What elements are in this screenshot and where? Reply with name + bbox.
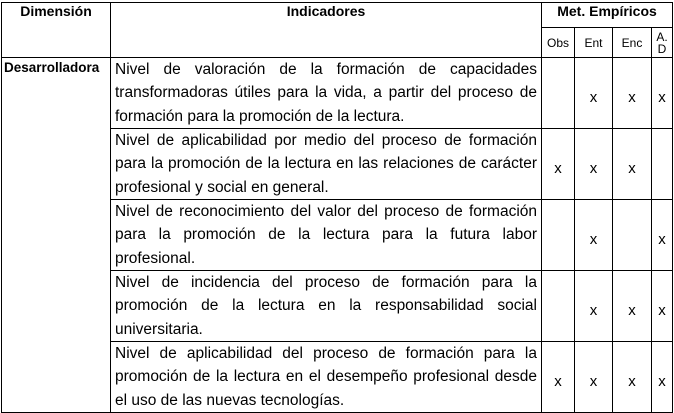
mark-ent: x	[575, 342, 613, 413]
mark-obs	[542, 200, 575, 271]
obs-header: Obs	[542, 28, 575, 58]
indicator-text: Nivel de incidencia del proceso de formación para la promoción de la lectura en la responsabilidad social universitaria.	[111, 271, 542, 342]
mark-enc: x	[613, 58, 652, 129]
mark-obs: x	[542, 129, 575, 200]
mark-ad: x	[652, 58, 673, 129]
indicator-text: Nivel de valoración de la formación de capacidades transformadoras útiles para la vida, a partir del proceso de formación para la promoción de la lectura.	[111, 58, 542, 129]
mark-ent: x	[575, 200, 613, 271]
mark-enc: x	[613, 271, 652, 342]
mark-ent: x	[575, 271, 613, 342]
methods-header: Met. Empíricos	[542, 3, 673, 28]
mark-ad: x	[652, 200, 673, 271]
dimension-header: Dimensión	[2, 3, 111, 58]
mark-ad: x	[652, 342, 673, 413]
header-row	[2, 3, 673, 28]
indicators-header: Indicadores	[111, 3, 542, 58]
enc-header: Enc	[613, 28, 652, 58]
mark-enc	[613, 200, 652, 271]
mark-ad	[652, 129, 673, 200]
mark-ent: x	[575, 58, 613, 129]
indicator-text: Nivel de reconocimiento del valor del proceso de formación para la promoción de la lectura para la futura labor profesional.	[111, 200, 542, 271]
ad-header: A. D	[652, 28, 673, 58]
table-row	[2, 58, 673, 129]
indicator-text: Nivel de aplicabilidad del proceso de formación para la promoción de la lectura en el desempeño profesional desde el uso de las nuevas tecnologías.	[111, 342, 542, 413]
mark-obs	[542, 58, 575, 129]
mark-ent: x	[575, 129, 613, 200]
mark-obs	[542, 271, 575, 342]
mark-obs: x	[542, 342, 575, 413]
dimension-cell: Desarrolladora	[2, 58, 111, 413]
mark-enc: x	[613, 129, 652, 200]
indicator-text: Nivel de aplicabilidad por medio del proceso de formación para la promoción de la lectura en las relaciones de carácter profesional y social en general.	[111, 129, 542, 200]
indicators-table	[1, 2, 673, 413]
mark-enc: x	[613, 342, 652, 413]
ent-header: Ent	[575, 28, 613, 58]
mark-ad: x	[652, 271, 673, 342]
